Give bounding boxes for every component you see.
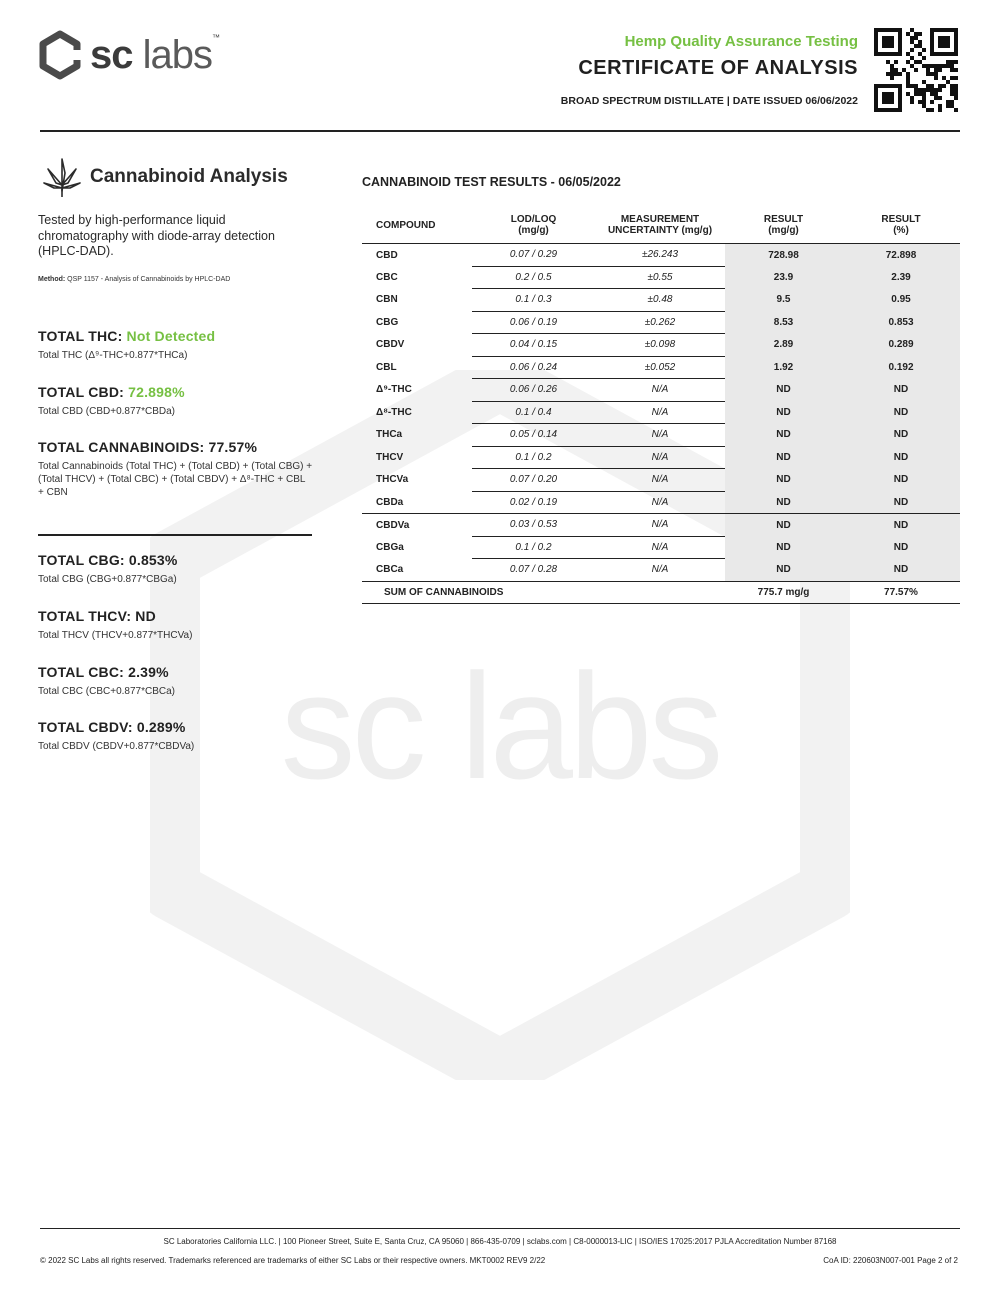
cell-result-pct: 0.192 bbox=[842, 356, 960, 379]
cell-result-mg: 2.89 bbox=[725, 334, 842, 357]
cell-result-pct: 72.898 bbox=[842, 244, 960, 267]
cell-compound: THCV bbox=[376, 451, 404, 463]
cell-result-mg: ND bbox=[725, 536, 842, 559]
table-row bbox=[362, 469, 960, 492]
certificate-title: CERTIFICATE OF ANALYSIS bbox=[578, 57, 858, 79]
cell-compound: Δ⁸-THC bbox=[376, 406, 412, 418]
cell-result-pct: ND bbox=[842, 514, 960, 537]
cell-result-pct: ND bbox=[842, 424, 960, 447]
cannabis-leaf-icon bbox=[40, 155, 84, 199]
hexagon-logo-icon bbox=[38, 30, 82, 80]
table-row bbox=[362, 334, 960, 357]
cell-result-pct: ND bbox=[842, 536, 960, 559]
cell-result-pct: 0.95 bbox=[842, 289, 960, 312]
cell-result-pct: ND bbox=[842, 401, 960, 424]
cell-lod-loq: 0.07 / 0.20 bbox=[472, 469, 595, 492]
total-thc: TOTAL THC: Not Detected Total THC (Δ⁹-THC+0.877*THCa) bbox=[38, 328, 216, 361]
cell-lod-loq: 0.06 / 0.19 bbox=[472, 311, 595, 334]
cell-lod-loq: 0.1 / 0.4 bbox=[472, 401, 595, 424]
table-row bbox=[362, 311, 960, 334]
cell-result-pct: 0.289 bbox=[842, 334, 960, 357]
table-row bbox=[362, 289, 960, 312]
cell-result-mg: ND bbox=[725, 469, 842, 492]
cell-result-mg: ND bbox=[725, 559, 842, 582]
total-cbg: TOTAL CBG: 0.853% Total CBG (CBG+0.877*CBGa) bbox=[38, 552, 178, 585]
cell-uncertainty: ±0.48 bbox=[595, 289, 725, 312]
cell-uncertainty: N/A bbox=[595, 446, 725, 469]
cell-uncertainty: N/A bbox=[595, 491, 725, 514]
table-row bbox=[362, 536, 960, 559]
cell-lod-loq: 0.1 / 0.3 bbox=[472, 289, 595, 312]
cell-result-pct: ND bbox=[842, 446, 960, 469]
cell-lod-loq: 0.06 / 0.26 bbox=[472, 379, 595, 402]
col-header-uncertainty: MEASUREMENT UNCERTAINTY (mg/g) bbox=[607, 214, 713, 236]
cell-result-mg: ND bbox=[725, 401, 842, 424]
cell-compound: CBDV bbox=[376, 339, 405, 351]
method-description: Tested by high-performance liquid chromatography with diode-array detection (HPLC-DAD). bbox=[38, 213, 275, 258]
footer-divider bbox=[40, 1228, 960, 1229]
cell-compound: CBG bbox=[376, 316, 399, 328]
cell-lod-loq: 0.1 / 0.2 bbox=[472, 446, 595, 469]
cell-uncertainty: N/A bbox=[595, 379, 725, 402]
cell-result-pct: 2.39 bbox=[842, 266, 960, 289]
cell-uncertainty: ±26.243 bbox=[595, 244, 725, 267]
cell-compound: CBC bbox=[376, 271, 398, 283]
cell-result-pct: ND bbox=[842, 491, 960, 514]
cell-compound: CBGa bbox=[376, 541, 404, 553]
cell-result-mg: ND bbox=[725, 446, 842, 469]
cell-result-pct: ND bbox=[842, 469, 960, 492]
cell-compound: CBCa bbox=[376, 564, 404, 575]
cell-compound: THCa bbox=[376, 429, 403, 441]
cell-result-mg: 1.92 bbox=[725, 356, 842, 379]
cell-lod-loq: 0.06 / 0.24 bbox=[472, 356, 595, 379]
cell-uncertainty: N/A bbox=[595, 424, 725, 447]
cell-compound: CBDa bbox=[376, 496, 404, 508]
total-cbdv: TOTAL CBDV: 0.289% Total CBDV (CBDV+0.877*CBDVa) bbox=[38, 719, 195, 752]
col-header-result-pct: RESULT (%) bbox=[881, 214, 921, 236]
table-header-row bbox=[362, 207, 960, 244]
total-cbc: TOTAL CBC: 2.39% Total CBC (CBC+0.877*CBCa) bbox=[38, 664, 175, 697]
cell-uncertainty: N/A bbox=[595, 469, 725, 492]
header-subtitle: Hemp Quality Assurance Testing bbox=[624, 33, 858, 50]
cell-compound: Δ⁹-THC bbox=[376, 384, 412, 396]
results-table bbox=[362, 207, 960, 604]
cell-compound: CBD bbox=[376, 249, 398, 261]
sum-row bbox=[362, 581, 960, 604]
left-divider bbox=[38, 534, 312, 536]
col-header-result-mg: RESULT (mg/g) bbox=[763, 214, 804, 236]
table-row bbox=[362, 514, 960, 537]
sc-labs-logo bbox=[38, 30, 219, 80]
method-reference: Method: QSP 1157 - Analysis of Cannabinoids by HPLC-DAD bbox=[38, 275, 231, 283]
col-header-lod: LOD/LOQ (mg/g) bbox=[510, 214, 557, 236]
cell-uncertainty: ±0.052 bbox=[595, 356, 725, 379]
cell-lod-loq: 0.2 / 0.5 bbox=[472, 266, 595, 289]
cell-result-pct: ND bbox=[842, 559, 960, 582]
cell-result-pct: 0.853 bbox=[842, 311, 960, 334]
qr-code-icon bbox=[874, 28, 958, 112]
cell-result-mg: ND bbox=[725, 514, 842, 537]
cell-lod-loq: 0.07 / 0.28 bbox=[509, 564, 558, 576]
cell-uncertainty: ±0.098 bbox=[595, 334, 725, 357]
table-row bbox=[362, 244, 960, 267]
footer-copyright: © 2022 SC Labs all rights reserved. Trademarks referenced are trademarks of either SC Labs or their respective owners. MKT0002 REV9 2/22 bbox=[40, 1256, 546, 1265]
cell-lod-loq: 0.1 / 0.2 bbox=[472, 536, 595, 559]
sum-result-pct: 77.57% bbox=[842, 581, 960, 604]
cell-lod-loq: 0.05 / 0.14 bbox=[472, 424, 595, 447]
cell-uncertainty: N/A bbox=[651, 564, 669, 576]
cell-compound: CBDVa bbox=[362, 514, 472, 537]
header-meta: BROAD SPECTRUM DISTILLATE | DATE ISSUED 06/06/2022 bbox=[560, 95, 858, 107]
cell-compound: CBL bbox=[376, 361, 397, 373]
cell-uncertainty: ±0.55 bbox=[595, 266, 725, 289]
cell-result-mg: 8.53 bbox=[725, 311, 842, 334]
total-cbd: TOTAL CBD: 72.898% Total CBD (CBD+0.877*CBDa) bbox=[38, 384, 185, 417]
footer-coa-id: CoA ID: 220603N007-001 Page 2 of 2 bbox=[823, 1256, 958, 1265]
section-title bbox=[38, 155, 313, 199]
sum-label: SUM OF CANNABINOIDS bbox=[362, 581, 725, 604]
watermark-text: sc labs bbox=[280, 642, 720, 810]
cell-uncertainty: N/A bbox=[595, 401, 725, 424]
table-row bbox=[362, 424, 960, 447]
cell-uncertainty: N/A bbox=[595, 514, 725, 537]
table-row bbox=[362, 266, 960, 289]
header-divider bbox=[40, 130, 960, 132]
table-row bbox=[362, 356, 960, 379]
total-thcv: TOTAL THCV: ND Total THCV (THCV+0.877*THCVa) bbox=[38, 608, 193, 641]
results-title: CANNABINOID TEST RESULTS - 06/05/2022 bbox=[362, 175, 621, 189]
cell-result-mg: ND bbox=[725, 424, 842, 447]
cell-compound: CBN bbox=[376, 294, 398, 306]
cell-lod-loq: 0.03 / 0.53 bbox=[472, 514, 595, 537]
table-row bbox=[362, 446, 960, 469]
cell-lod-loq: 0.07 / 0.29 bbox=[472, 244, 595, 267]
cell-lod-loq: 0.02 / 0.19 bbox=[472, 491, 595, 514]
logo-wordmark: sc labs™ bbox=[90, 32, 220, 77]
cell-result-mg: 9.5 bbox=[725, 289, 842, 312]
cell-compound: THCVa bbox=[376, 474, 409, 486]
sum-result-mg: 775.7 mg/g bbox=[725, 581, 842, 604]
section-title-text: Cannabinoid Analysis bbox=[90, 166, 288, 187]
cell-result-mg: 23.9 bbox=[725, 266, 842, 289]
table-row bbox=[362, 491, 960, 514]
cell-result-pct: ND bbox=[842, 379, 960, 402]
cell-result-mg: ND bbox=[725, 379, 842, 402]
cell-result-mg: 728.98 bbox=[725, 244, 842, 267]
table-row bbox=[362, 379, 960, 402]
table-row bbox=[362, 401, 960, 424]
cell-uncertainty: ±0.262 bbox=[595, 311, 725, 334]
col-header-compound: COMPOUND bbox=[376, 219, 436, 231]
table-row bbox=[362, 559, 960, 582]
cell-result-mg: ND bbox=[725, 491, 842, 514]
left-column bbox=[38, 155, 313, 752]
total-cannabinoids: TOTAL CANNABINOIDS: 77.57% Total Cannabinoids (Total THC) + (Total CBD) + (Total CBG) + (Total THCV) + (Total CBC) + (Total CBDV) + Δ⁸-THC + CBL + CBN bbox=[38, 439, 313, 498]
footer-company-info: SC Laboratories California LLC. | 100 Pioneer Street, Suite E, Santa Cruz, CA 95060 | 866-435-0709 | sclabs.com | C8-0000013-LIC | ISO/IES 17025:2017 PJLA Accreditation Number 87168 bbox=[163, 1237, 837, 1246]
cell-uncertainty: N/A bbox=[595, 536, 725, 559]
cell-lod-loq: 0.04 / 0.15 bbox=[472, 334, 595, 357]
